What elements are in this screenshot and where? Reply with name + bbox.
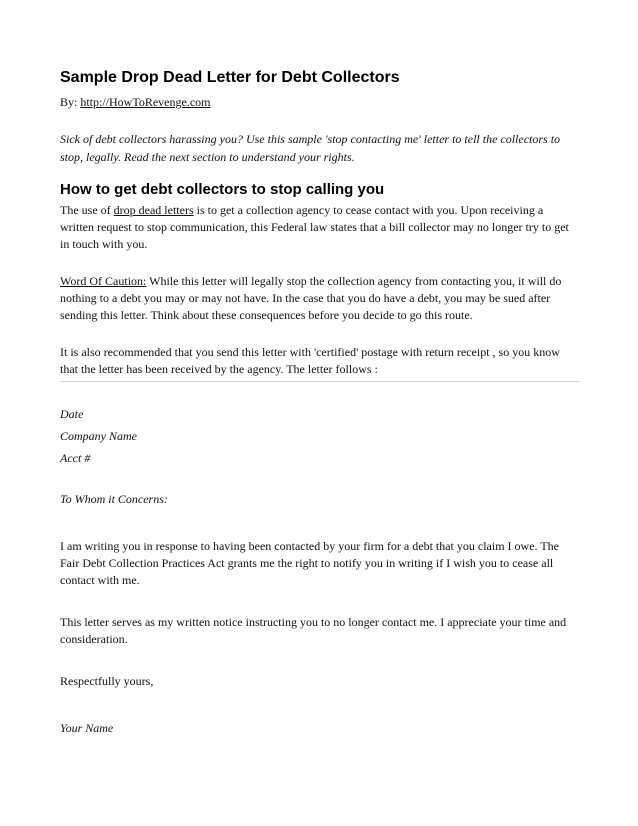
letter-salutation: To Whom it Concerns: (60, 492, 168, 506)
letter-date: Date (60, 407, 84, 421)
page-title: Sample Drop Dead Letter for Debt Collectors (60, 69, 400, 86)
letter-body-1: I am writing you in response to having been contacted by your firm for a debt that you claim I owe. The Fair Debt Collection Practices Act grants me the right to notify you in writing if I wish you to cease all contact with me. (60, 539, 559, 587)
para1-before: The use of (60, 203, 114, 217)
drop-dead-letters-link[interactable]: drop dead letters (113, 203, 194, 217)
letter-acct: Acct # (60, 451, 91, 465)
intro-text: Sick of debt collectors harassing you? Use this sample 'stop contacting me' letter to tell the collectors to stop, legally. Read the next section to understand your rights. (60, 132, 561, 164)
caution-text: While this letter will legally stop the collection agency from contacting you, it will do nothing to a debt you may or may not have. In the case that you do have a debt, you may be sued after sending this letter. Think about these consequences before you decide to go this route. (60, 274, 562, 322)
caution-label: Word Of Caution: (60, 274, 147, 288)
section-heading: How to get debt collectors to stop calling you (60, 181, 385, 198)
para1-after: is to get a collection agency to cease contact with you. Upon receiving a written request to stop communication, this Federal law states that a bill collector may no longer try to get in touch with you. (60, 203, 569, 251)
paragraph-caution (60, 273, 580, 324)
divider (60, 381, 580, 382)
document-page (60, 68, 580, 737)
paragraph-certified: It is also recommended that you send this letter with 'certified' postage with return receipt , so you know that the letter has been received by the agency. The letter follows : (60, 345, 560, 376)
letter-closing: Respectfully yours, (60, 674, 154, 688)
letter-company: Company Name (60, 429, 137, 443)
paragraph-drop-dead-letters (60, 202, 580, 253)
letter-body-2: This letter serves as my written notice instructing you to no longer contact me. I appreciate your time and consideration. (60, 615, 567, 646)
letter-signature: Your Name (60, 721, 114, 735)
byline-link[interactable]: http://HowToRevenge.com (80, 95, 211, 109)
byline-prefix: By: (60, 95, 81, 109)
byline (60, 94, 580, 110)
